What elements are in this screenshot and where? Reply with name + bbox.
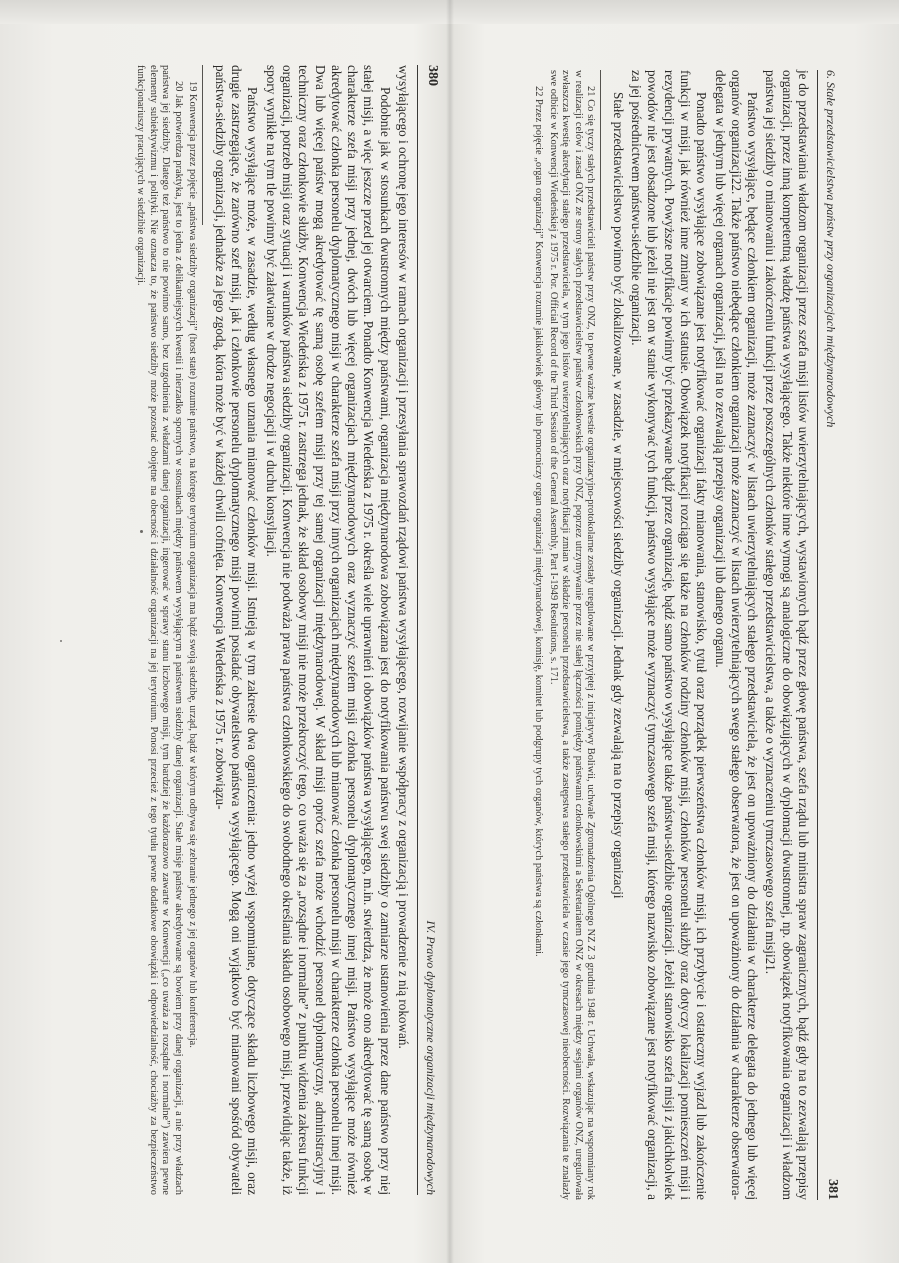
footnote: 19 Konwencja przez pojęcie „państwa siedziby organizacji” (host state) rozumie państwo, na którego terytorium organizacja ma bądź swoją siedzibę, urząd, bądź w którym odbywa się zebranie jednego z jej organów lub konferencja. — [187, 81, 199, 1048]
body-text — [211, 65, 411, 1195]
paragraph: Państwo wysyłające, będące członkiem organizacji, może zaznaczyć w listach uwierzytelniających stałego przedstawiciela, że jest on upoważniony do działania w charakterze delegata do jednego lub więcej organów organizacji22. Także państwo niebędące członkiem organizacji może zaznaczyć w listach uwierzytelniających swego stałego obserwatora, że jest on upoważniony do działania w charakterze obserwatora-delegata w jednym lub więcej organach organizacji, jeśli na to zezwalają przepisy organizacji lub danego organu. — [712, 70, 761, 1200]
running-head — [417, 65, 440, 1195]
page-381 — [440, 70, 840, 1200]
page-number: 380 — [425, 65, 440, 86]
page-number: 381 — [825, 1179, 840, 1200]
footnote-rule — [600, 70, 601, 230]
paragraph: je do przedstawiania władzom organizacji przez szefa misji listów uwierzytelniających, wystawionych bądź przez głowę państwa, szefa rządu lub ministra spraw zagranicznych, bądź gdy na to zezwalają przepisy organizacji, przez inną kompetentną władzę państwa wysyłającego. Także niektóre inne wymogi są analogiczne do obowiązujących w dyplomacji dwustronnej, np. obowiązek notyfikowania organizacji i władzom państwa jej siedziby o mianowaniu i zakończeniu funkcji przez poszczególnych członków stałego przedstawicielstwa, a także o wyznaczeniu tymczasowego szefa misji21. — [763, 70, 811, 1200]
paragraph: wysyłającego i ochronę jego interesów w ramach organizacji i przesyłania sprawozdań rządowi państwa wysyłającego, rozwijanie współpracy z organizacją i prowadzenie z nią rokowań. — [396, 65, 411, 1049]
footnote: 22 Przez pojęcie „organ organizacji” Konwencja rozumie jakikolwiek główny lub pomocniczy organ organizacji międzynarodowej, komisję, komitet lub podgrupy tych organów, których państwa są członkami. — [533, 86, 545, 957]
footnote: 20 Jak potwierdza praktyka, jest to jedna z delikatniejszych kwestii i nierzadko spornych w stosunkach między państwem wysyłającym a państwem siedziby danej organizacji. Stałe misje państw akredytowane są bowiem przy danej organizacji, a nie przy władzach państwa jej siedziby. Dlatego też państwo to nie powinno samo, bez uzgodnienia z władzami danej organizacji, ingerować w sprawy stanu liczbowego misji, tym bardziej że każdorazowo zawarte w Konwencji („co uważa za rozsądne i normalne”) zawiera pewne elementy subiektywizmu i polityki. Nie oznacza to, że państwo siedziby może pozostać obojętne na obecność i działalność organizacji na jej terytorium. Ponosi przecież z tego tytułu pewne dodatkowe obowiązki i odpowiedzialność, chociażby za bezpieczeństwo funkcjonariuszy pracujących w siedzibie organizacji. — [135, 65, 184, 1195]
running-title: IV. Prawo dyplomatyczne organizacji międzynarodowych — [424, 920, 438, 1195]
footnotes — [133, 65, 198, 1195]
running-title: 6. Stałe przedstawicielstwa państw przy organizacjach międzynarodowych — [824, 70, 838, 428]
footnote: 21 Co się tyczy stałych przedstawicieli państw przy ONZ, to pewne ważne kwestie organizacyjno-protokolarne zostały uregulowane w przyjętej z inicjatywy Boliwii, uchwale Zgromadzenia Ogólnego NZ Z 3 grudnia 1948 r. Uchwała, wskazując na wspomniany rok w realizacji celów i zasad ONZ ze strony stałych przedstawicielstw państw członkowskich przy ONZ, poprzez utrzymywanie przez nie stałej łączności pomiędzy państwami członkowskimi a Sekretariatem ONZ w okresach między sesjami organów ONZ, uregulowała zwłaszcza kwestię akredytacji stałego przedstawiciela, w tym jego listów uwierzytelniających oraz notyfikacji zmian w składzie personelu przedstawicielstwa, a także zastępstwa stałego przedstawiciela w czasie jego tymczasowej nieobecności. Rozwiązania te znalazły swe odbicie w Konwencji Wiedeńskiej z 1975 r. Por. Official Record of the Third Session of the General Assembly, Part I-1949 Resolutions, s. 171. — [547, 70, 597, 1200]
footnotes — [531, 70, 596, 1200]
body-text — [609, 70, 811, 1200]
paragraph: Podobnie jak w stosunkach dwustronnych między państwami, organizacja międzynarodowa zobowiązana jest do notyfikowania państwu swej siedziby o zamiarze ustanowienia przez dane państwo przy niej stałej misji, a więc jeszcze przed jej otwarciem. Ponadto Konwencja Wiedeńska z 1975 r. określa wiele uprawnień i obowiązków państwa wysyłającego, m.in. stwierdza, że może ono akredytować tę samą osobę w charakterze szefa misji przy jednej, dwóch lub więcej organizacjach międzynarodowych oraz wyznaczyć szefem misji członka personelu dyplomatycznego innej misji. Państwo wysyłające może również akredytować członka personelu dyplomatycznego misji w charakterze szefa misji przy innych organizacjach międzynarodowych lub mianować członka personelu misji w charakterze członka personelu innej misji. Dwa lub więcej państw mogą akredytować tę samą osobę szefem misji przy tej samej organizacji międzynarodowej. W skład misji oprócz szefa może wchodzić personel dyplomatyczny, administracyjny i techniczny oraz członkowie służby. Konwencja Wiedeńska z 1975 r. zastrzega jednak, że skład osobowy misji nie może przekroczyć tego, co uważa się za „rozsądne i normalne” z punktu widzenia zakresu funkcji organizacji, potrzeb misji oraz sytuacji i warunków państwa siedziby organizacji. Konwencja nie podważa prawa państwa członkowskiego do swobodnego określania składu osobowego misji, przewidując także, iż spory wynikłe na tym tle powinny być załatwiane w drodze negocjacji i w duchu konsyliacji. — [263, 65, 393, 1195]
paragraph: Stałe przedstawicielstwo powinno być zlokalizowane, w zasadzie, w miejscowości siedziby organizacji. Jednak gdy zezwalają na to przepisy organizacji — [610, 92, 626, 899]
page-380 — [40, 65, 440, 1195]
paragraph: Państwo wysyłające może, w zasadzie, według własnego uznania mianować członków misji. Istnieją w tym zakresie dwa ograniczenia: jedno wyżej wspomniane, dotyczące składu liczbowego misji, oraz drugie zastrzegające, że zarówno szef misji, jak i członkowie personelu dyplomatycznego misji powinni posiadać obywatelstwo państwa wysyłającego. Mogą oni wyjątkowo być mianowani spośród obywateli państwa-siedziby organizacji, jednakże za jego zgodą, która może być w każdej chwili cofnięta. Konwencja Wiedeńska z 1975 r. zobowiązu- — [212, 65, 261, 1195]
paragraph: Ponadto państwo wysyłające zobowiązane jest notyfikować organizacji fakty mianowania, stanowisko, tytuł oraz porządek pierwszeństwa członków misji, ich przybycie i ostateczny wyjazd lub zakończenie funkcji w misji, jak również inne zmiany w ich statusie. Obowiązek notyfikacji rozciąga się także na członków rodziny członków misji, członków personelu służby oraz dotyczy lokalizacji pomieszczeń misji i rezydencji prywatnych. Powyższe notyfikacje powinny być przekazywane bądź przez organizację, bądź samo państwo wysyłające także państwu-siedzibie organizacji. Jeżeli stanowisko szefa misji z jakichkolwiek powodów nie jest obsadzone lub jeżeli nie jest on w stanie wykonywać tych funkcji, państwo wysyłające może wyznaczyć tymczasowego szefa misji, którego nazwisko zobowiązane jest notyfikować organizacji, a za jej pośrednictwem państwu-siedzibie organizacji. — [629, 70, 710, 1200]
running-head — [817, 70, 840, 1200]
footnote-rule — [202, 65, 203, 225]
